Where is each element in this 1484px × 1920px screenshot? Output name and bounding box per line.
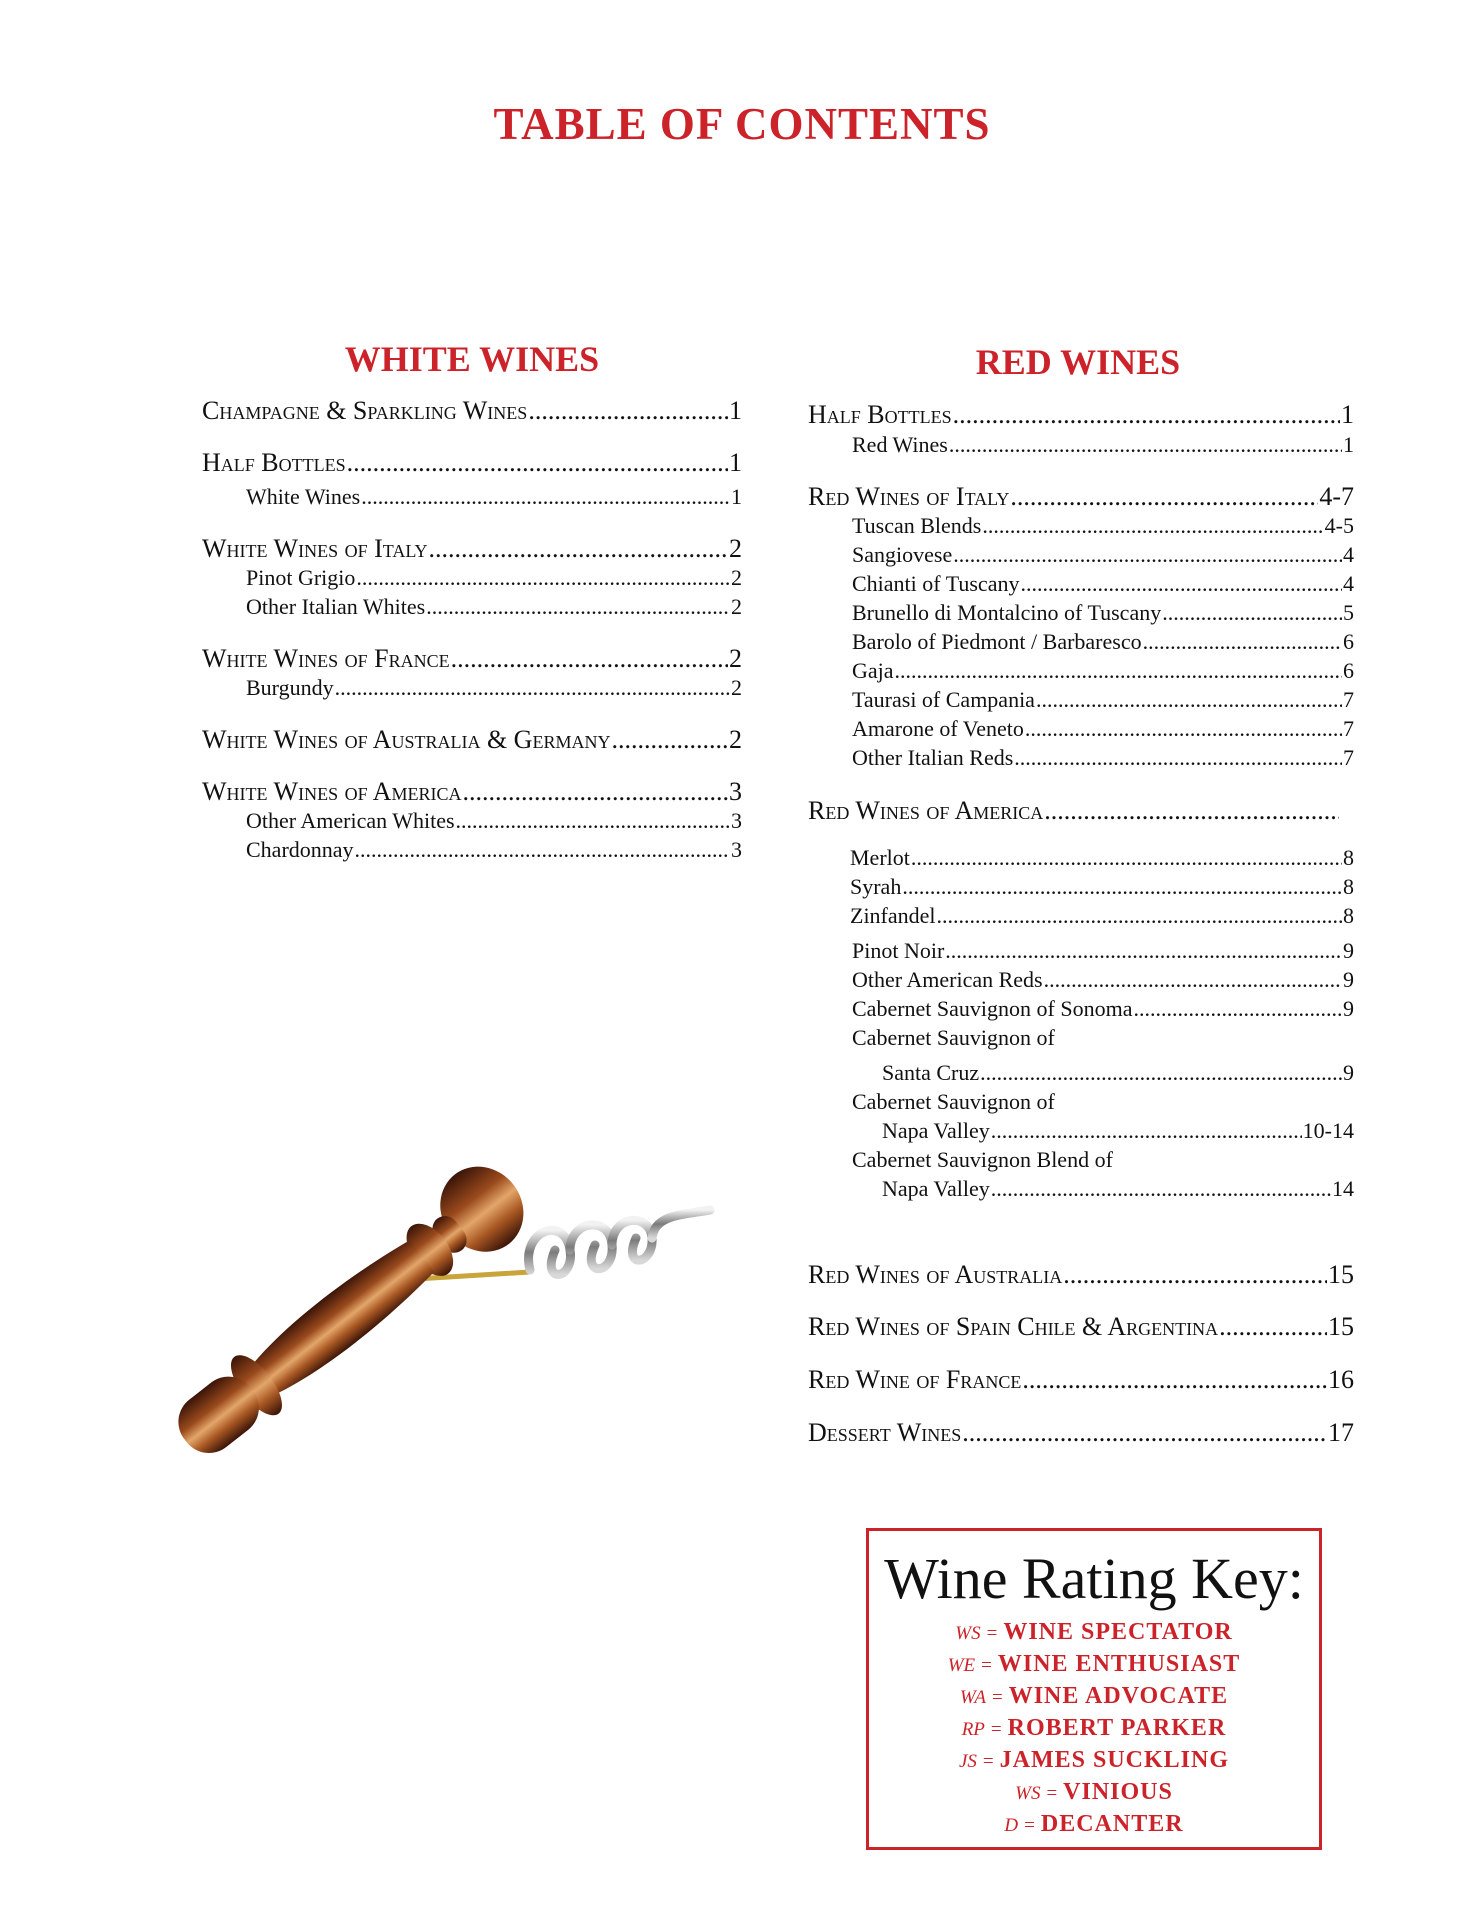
toc-row[interactable] xyxy=(852,689,1354,711)
toc-row[interactable] xyxy=(246,567,742,589)
toc-row[interactable] xyxy=(808,798,1340,824)
toc-row[interactable] xyxy=(852,998,1354,1020)
toc-page: 3 xyxy=(731,837,742,862)
white-wines-heading: WHITE WINES xyxy=(344,339,600,379)
rating-key-item xyxy=(869,1809,1319,1841)
rating-eq: = xyxy=(991,1686,1003,1708)
toc-row[interactable] xyxy=(852,1027,1354,1049)
rating-abbr: WS xyxy=(955,1622,981,1644)
toc-label: Zinfandel xyxy=(850,903,936,928)
toc-page: 2 xyxy=(731,565,742,590)
toc-label: Burgundy xyxy=(246,675,334,700)
toc-row[interactable] xyxy=(852,544,1354,566)
red-wines-heading: RED WINES xyxy=(975,342,1181,382)
toc-page: 9 xyxy=(1343,1060,1354,1085)
toc-page: 4 xyxy=(1343,571,1354,596)
toc-label: Red Wines xyxy=(852,432,948,457)
toc-label: Amarone of Veneto xyxy=(852,716,1024,741)
toc-row[interactable] xyxy=(882,1178,1354,1200)
rating-key-list xyxy=(869,1617,1319,1841)
toc-label: Napa Valley xyxy=(882,1176,990,1201)
toc-row[interactable] xyxy=(852,573,1354,595)
toc-page: 17 xyxy=(1328,1418,1354,1447)
toc-page: 7 xyxy=(1343,716,1354,741)
toc-row[interactable] xyxy=(808,484,1354,510)
toc-label: Red Wines of America xyxy=(808,796,1044,825)
toc-page: 2 xyxy=(729,644,742,673)
toc-label: Santa Cruz xyxy=(882,1060,980,1085)
toc-page: 6 xyxy=(1343,658,1354,683)
toc-page: 1 xyxy=(729,396,742,425)
toc-row[interactable] xyxy=(202,450,742,476)
toc-page: 4-5 xyxy=(1324,513,1354,538)
toc-row[interactable] xyxy=(852,1091,1354,1113)
toc-row[interactable] xyxy=(852,434,1354,456)
rating-eq: = xyxy=(1046,1782,1058,1804)
toc-page: 15 xyxy=(1328,1312,1354,1341)
rating-key-item xyxy=(869,1777,1319,1809)
toc-row[interactable] xyxy=(202,398,742,424)
rating-key-item xyxy=(869,1649,1319,1681)
toc-row[interactable] xyxy=(202,779,742,805)
toc-row[interactable] xyxy=(852,940,1354,962)
toc-label: Red Wines of Italy xyxy=(808,482,1010,511)
toc-row[interactable] xyxy=(808,1420,1354,1446)
rating-abbr: WA xyxy=(959,1686,986,1708)
toc-page: 9 xyxy=(1343,967,1354,992)
page-title: TABLE OF CONTENTS xyxy=(493,99,991,149)
toc-page: 3 xyxy=(731,808,742,833)
toc-page: 10-14 xyxy=(1302,1118,1354,1143)
toc-row[interactable] xyxy=(850,847,1354,869)
rating-name: ROBERT PARKER xyxy=(1007,1714,1227,1741)
rating-abbr: JS xyxy=(958,1750,977,1772)
toc-page: 9 xyxy=(1343,938,1354,963)
toc-row[interactable] xyxy=(808,402,1354,428)
toc-page: 1 xyxy=(731,484,742,509)
rating-name: WINE SPECTATOR xyxy=(1003,1618,1233,1645)
toc-row[interactable] xyxy=(808,1314,1354,1340)
toc-page: 14 xyxy=(1332,1176,1354,1201)
toc-row[interactable] xyxy=(882,1062,1354,1084)
toc-row[interactable] xyxy=(852,747,1354,769)
toc-label: Brunello di Montalcino of Tuscany xyxy=(852,600,1162,625)
toc-label: White Wines xyxy=(246,484,361,509)
toc-page: 1 xyxy=(1341,400,1354,429)
toc-label: Syrah xyxy=(850,874,902,899)
toc-label: Sangiovese xyxy=(852,542,953,567)
toc-label: Barolo of Piedmont / Barbaresco xyxy=(852,629,1142,654)
toc-label: Dessert Wines xyxy=(808,1418,962,1447)
toc-label: Cabernet Sauvignon of Sonoma xyxy=(852,996,1133,1021)
toc-row[interactable] xyxy=(852,631,1354,653)
rating-name: DECANTER xyxy=(1040,1810,1184,1837)
toc-row[interactable] xyxy=(852,660,1354,682)
toc-row[interactable] xyxy=(808,1262,1354,1288)
toc-label: Cabernet Sauvignon Blend of xyxy=(852,1147,1113,1172)
toc-page: 8 xyxy=(1343,903,1354,928)
rating-key-item xyxy=(869,1617,1319,1649)
rating-abbr: D xyxy=(1004,1814,1019,1836)
toc-label: Cabernet Sauvignon of xyxy=(852,1089,1055,1114)
toc-row[interactable] xyxy=(852,1149,1354,1171)
rating-abbr: WE xyxy=(947,1654,976,1676)
toc-row[interactable] xyxy=(850,876,1354,898)
toc-row[interactable] xyxy=(808,1367,1354,1393)
toc-row[interactable] xyxy=(852,602,1354,624)
rating-name: WINE ADVOCATE xyxy=(1008,1682,1229,1709)
rating-eq: = xyxy=(986,1622,998,1644)
toc-label: Half Bottles xyxy=(808,400,952,429)
toc-page: 2 xyxy=(731,675,742,700)
toc-label: Cabernet Sauvignon of xyxy=(852,1025,1055,1050)
toc-row[interactable] xyxy=(852,969,1354,991)
toc-row[interactable] xyxy=(202,536,742,562)
toc-label: White Wines of France xyxy=(202,644,450,673)
toc-label: Tuscan Blends xyxy=(852,513,982,538)
toc-label: Other Italian Whites xyxy=(246,594,426,619)
white-wines-toc xyxy=(202,0,742,1920)
toc-label: Napa Valley xyxy=(882,1118,990,1143)
toc-page: 5 xyxy=(1343,600,1354,625)
toc-page: 1 xyxy=(1343,432,1354,457)
toc-label: Pinot Noir xyxy=(852,938,945,963)
toc-row[interactable] xyxy=(246,677,742,699)
toc-row[interactable] xyxy=(850,905,1354,927)
wine-rating-key xyxy=(866,1528,1322,1850)
toc-label: White Wines of Italy xyxy=(202,534,428,563)
toc-page: 15 xyxy=(1328,1260,1354,1289)
toc-row[interactable] xyxy=(852,515,1354,537)
toc-page: 16 xyxy=(1328,1365,1354,1394)
toc-label: Other American Reds xyxy=(852,967,1043,992)
toc-row[interactable] xyxy=(246,596,742,618)
toc-row[interactable] xyxy=(246,839,742,861)
toc-label: Merlot xyxy=(850,845,910,870)
toc-page: 1 xyxy=(729,448,742,477)
rating-abbr: WS xyxy=(1015,1782,1041,1804)
corkscrew-icon xyxy=(160,1120,740,1520)
toc-label: Taurasi of Campania xyxy=(852,687,1035,712)
toc-label: Chianti of Tuscany xyxy=(852,571,1020,596)
rating-name: VINIOUS xyxy=(1063,1778,1173,1805)
toc-label: Champagne & Sparkling Wines xyxy=(202,396,528,425)
toc-label: Red Wine of France xyxy=(808,1365,1022,1394)
toc-label: Other American Whites xyxy=(246,808,455,833)
toc-label: Red Wines of Spain Chile & Argentina xyxy=(808,1312,1219,1341)
rating-abbr: RP xyxy=(961,1718,985,1740)
toc-page: 8 xyxy=(1343,874,1354,899)
toc-page: 7 xyxy=(1343,687,1354,712)
toc-label: Pinot Grigio xyxy=(246,565,356,590)
rating-eq: = xyxy=(990,1718,1002,1740)
rating-name: WINE ENTHUSIAST xyxy=(997,1650,1241,1677)
toc-page: 3 xyxy=(729,777,742,806)
toc-row[interactable] xyxy=(202,727,742,753)
toc-page: 2 xyxy=(731,594,742,619)
toc-page: 9 xyxy=(1343,996,1354,1021)
rating-eq: = xyxy=(982,1750,994,1772)
toc-label: Other Italian Reds xyxy=(852,745,1014,770)
toc-row[interactable] xyxy=(202,646,742,672)
toc-row[interactable] xyxy=(882,1120,1354,1142)
toc-page: 2 xyxy=(729,725,742,754)
toc-page: 2 xyxy=(729,534,742,563)
toc-label: White Wines of America xyxy=(202,777,462,806)
toc-page: 7 xyxy=(1343,745,1354,770)
toc-label: Half Bottles xyxy=(202,448,346,477)
rating-key-item xyxy=(869,1713,1319,1745)
toc-page: 6 xyxy=(1343,629,1354,654)
toc-label: White Wines of Australia & Germany xyxy=(202,725,611,754)
toc-row[interactable] xyxy=(852,718,1354,740)
toc-page: 4-7 xyxy=(1319,482,1354,511)
toc-row[interactable] xyxy=(246,810,742,832)
toc-page: 8 xyxy=(1343,845,1354,870)
toc-label: Gaja xyxy=(852,658,894,683)
rating-eq: = xyxy=(1024,1814,1035,1836)
toc-page: 4 xyxy=(1343,542,1354,567)
rating-name: JAMES SUCKLING xyxy=(999,1746,1230,1773)
rating-eq: = xyxy=(981,1654,992,1676)
toc-row[interactable] xyxy=(246,486,742,508)
toc-label: Chardonnay xyxy=(246,837,354,862)
toc-label: Red Wines of Australia xyxy=(808,1260,1063,1289)
rating-key-title: Wine Rating Key: xyxy=(884,1546,1304,1611)
rating-key-item xyxy=(869,1745,1319,1777)
rating-key-item xyxy=(869,1681,1319,1713)
